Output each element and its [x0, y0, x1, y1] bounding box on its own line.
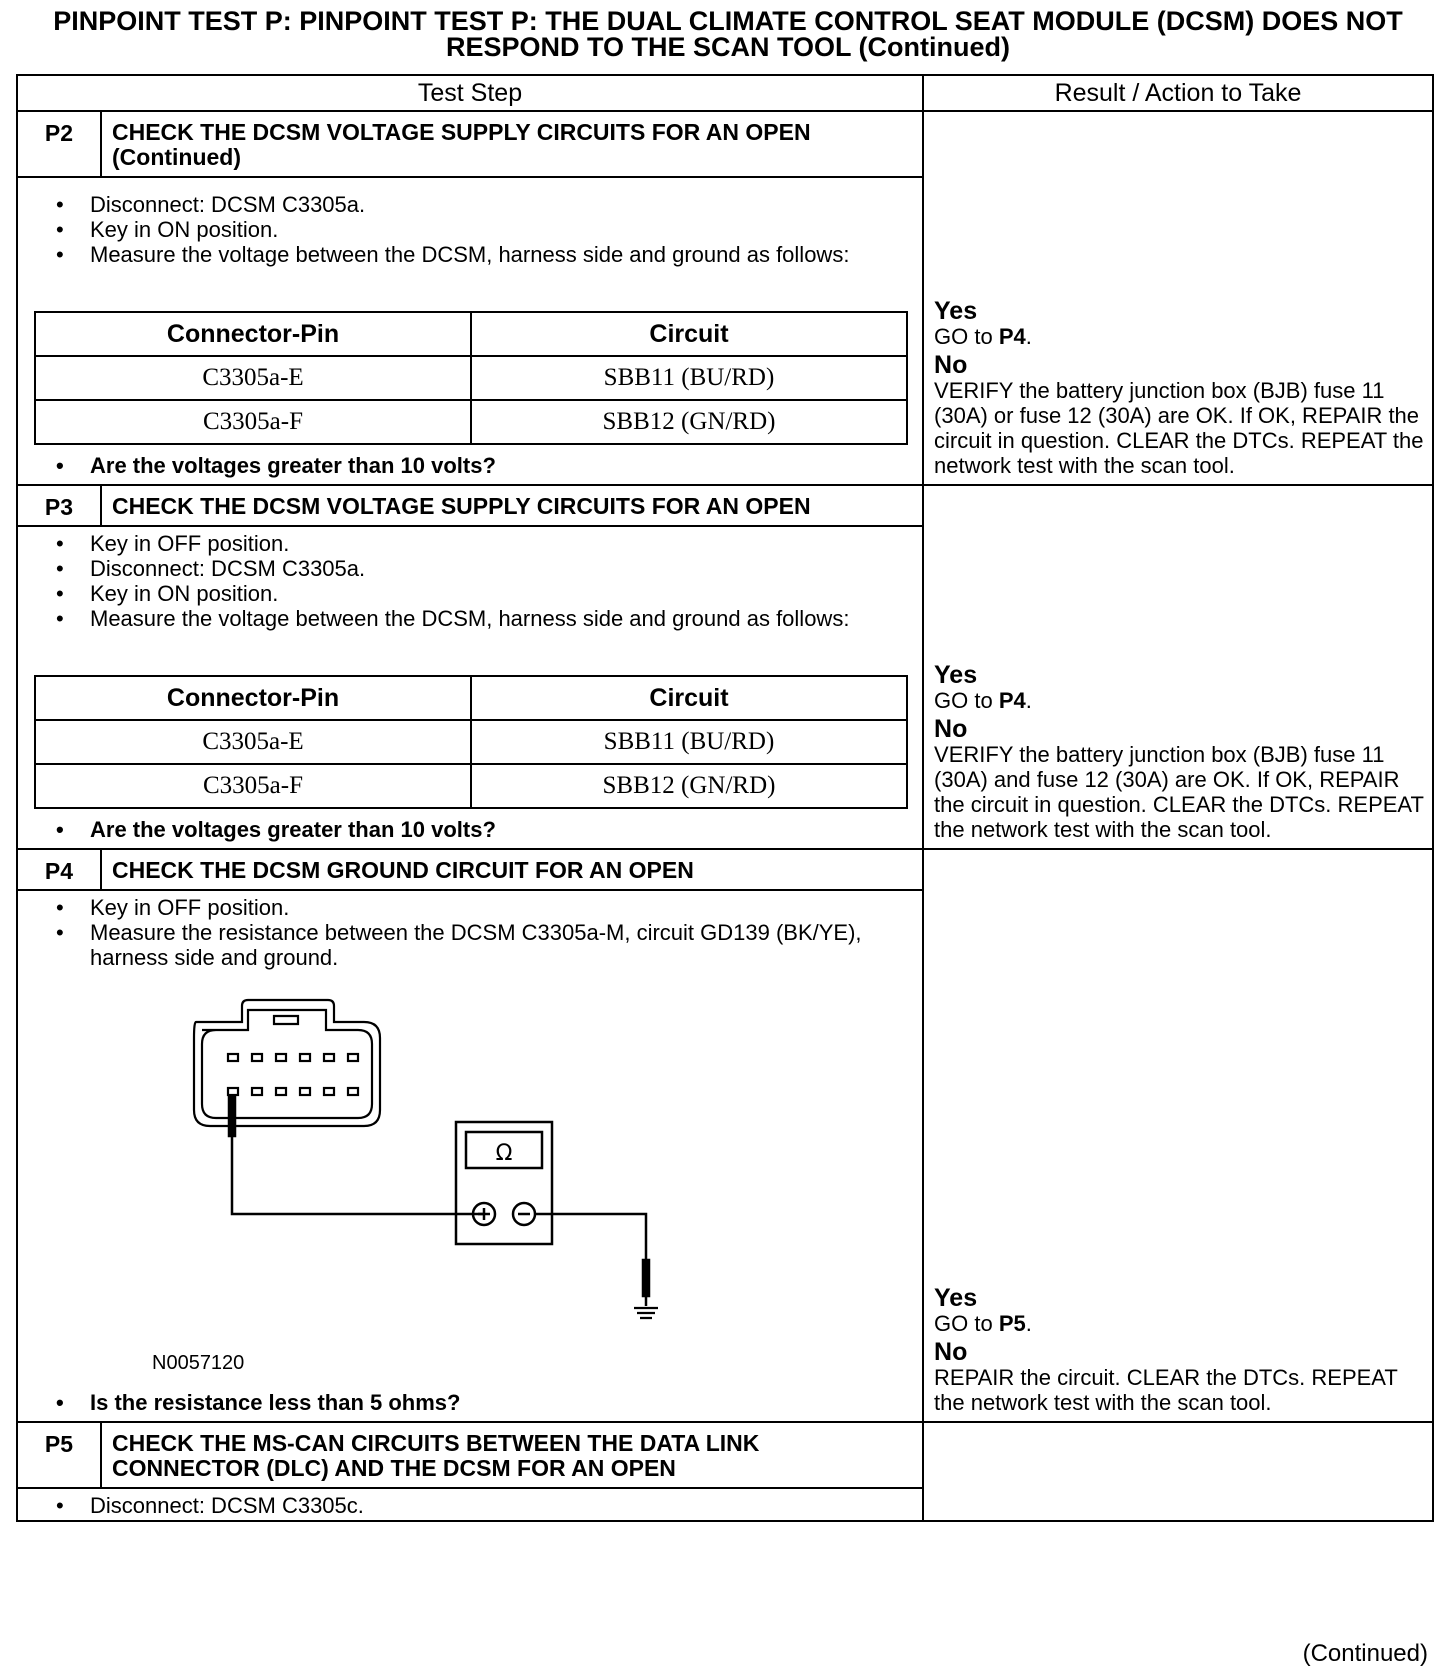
table-cell: SBB11 (BU/RD) — [471, 720, 907, 764]
no-label: No — [934, 351, 968, 379]
connector-table — [34, 675, 908, 809]
bullet-list — [18, 527, 922, 631]
bullet-list — [18, 1489, 922, 1520]
page-title: PINPOINT TEST P: PINPOINT TEST P: THE DUAL CLIMATE CONTROL SEAT MODULE (DCSM) DOES NOT RESPOND TO THE SCAN TOOL (Continued) — [53, 6, 1403, 62]
bullet-list — [18, 178, 922, 267]
yes-label: Yes — [934, 661, 978, 689]
no-label: No — [934, 715, 968, 743]
step-p2-head — [17, 111, 1433, 177]
step-result — [923, 1422, 1433, 1521]
col-circuit: Circuit — [471, 676, 907, 720]
list-item: • Measure the voltage between the DCSM, harness side and ground as follows: — [90, 242, 922, 267]
question-list — [18, 445, 922, 484]
table-cell: C3305a-F — [35, 764, 471, 808]
yes-action: GO to P5. — [934, 1311, 1032, 1336]
list-item: • Key in OFF position. — [90, 895, 922, 920]
list-item: • Measure the voltage between the DCSM, harness side and ground as follows: — [90, 606, 922, 631]
question: • Are the voltages greater than 10 volts? — [90, 453, 922, 478]
question-list — [18, 1390, 922, 1421]
bullet-list — [18, 891, 922, 970]
no-action: VERIFY the battery junction box (BJB) fuse 11 (30A) or fuse 12 (30A) are OK. If OK, REPAIR the circuit in question. CLEAR the DTCs. REPEAT the network test with the scan tool. — [934, 378, 1424, 478]
list-item: • Disconnect: DCSM C3305a. — [90, 556, 922, 581]
question: • Are the voltages greater than 10 volts? — [90, 817, 922, 842]
header-result: Result / Action to Take — [923, 75, 1433, 111]
step-result — [923, 485, 1433, 849]
step-id: P5 — [17, 1422, 101, 1488]
continued-label: (Continued) — [1302, 1640, 1428, 1667]
step-heading: CHECK THE DCSM GROUND CIRCUIT FOR AN OPEN — [101, 849, 923, 890]
table-cell: C3305a-E — [35, 356, 471, 400]
step-result — [923, 849, 1433, 1422]
no-label: No — [934, 1338, 968, 1366]
step-heading: CHECK THE DCSM VOLTAGE SUPPLY CIRCUITS FOR AN OPEN — [101, 485, 923, 526]
table-cell: C3305a-E — [35, 720, 471, 764]
yes-label: Yes — [934, 297, 978, 325]
list-item: • Disconnect: DCSM C3305a. — [90, 192, 922, 217]
ground-icon — [634, 1308, 658, 1318]
connector-table — [34, 311, 908, 445]
list-item: • Key in ON position. — [90, 581, 922, 606]
step-id: P4 — [17, 849, 101, 890]
probe-wire — [229, 1096, 484, 1214]
col-connector-pin: Connector-Pin — [35, 676, 471, 720]
step-result — [923, 111, 1433, 485]
header-test-step: Test Step — [17, 75, 923, 111]
no-action: REPAIR the circuit. CLEAR the DTCs. REPEAT the network test with the scan tool. — [934, 1365, 1398, 1415]
yes-action: GO to P4. — [934, 324, 1032, 349]
col-circuit: Circuit — [471, 312, 907, 356]
table-cell: SBB12 (GN/RD) — [471, 764, 907, 808]
pinpoint-table — [16, 74, 1434, 1522]
step-p5-head — [17, 1422, 1433, 1488]
connector-icon — [194, 1000, 380, 1126]
question: • Is the resistance less than 5 ohms? — [90, 1390, 922, 1415]
no-action: VERIFY the battery junction box (BJB) fuse 11 (30A) and fuse 12 (30A) are OK. If OK, REPAIR the circuit in question. CLEAR the DTCs. REPEAT the network test with the scan tool. — [934, 742, 1424, 842]
step-id: P2 — [17, 111, 101, 177]
question-list — [18, 809, 922, 848]
step-id: P3 — [17, 485, 101, 526]
list-item: • Disconnect: DCSM C3305c. — [90, 1493, 922, 1518]
yes-target: P5 — [998, 1311, 1026, 1336]
list-item: • Key in ON position. — [90, 217, 922, 242]
list-item: • Measure the resistance between the DCSM C3305a-M, circuit GD139 (BK/YE), harness side and ground. — [90, 920, 922, 970]
col-connector-pin: Connector-Pin — [35, 312, 471, 356]
yes-label: Yes — [934, 1284, 978, 1312]
wiring-diagram — [18, 970, 918, 1390]
table-cell: SBB11 (BU/RD) — [471, 356, 907, 400]
figure-id: N0057120 — [152, 1352, 245, 1374]
yes-target: P4 — [998, 688, 1026, 713]
step-p4-head — [17, 849, 1433, 890]
list-item: • Key in OFF position. — [90, 531, 922, 556]
ohmmeter-diagram — [18, 970, 918, 1390]
table-cell: C3305a-F — [35, 400, 471, 444]
ohm-symbol: Ω — [495, 1141, 513, 1166]
step-heading: CHECK THE DCSM VOLTAGE SUPPLY CIRCUITS FOR AN OPEN (Continued) — [101, 111, 923, 177]
yes-target: P4 — [998, 324, 1026, 349]
table-cell: SBB12 (GN/RD) — [471, 400, 907, 444]
yes-action: GO to P4. — [934, 688, 1032, 713]
table-header-row — [17, 75, 1433, 111]
step-heading: CHECK THE MS-CAN CIRCUITS BETWEEN THE DATA LINK CONNECTOR (DLC) AND THE DCSM FOR AN OPEN — [101, 1422, 923, 1488]
step-p3-head — [17, 485, 1433, 526]
